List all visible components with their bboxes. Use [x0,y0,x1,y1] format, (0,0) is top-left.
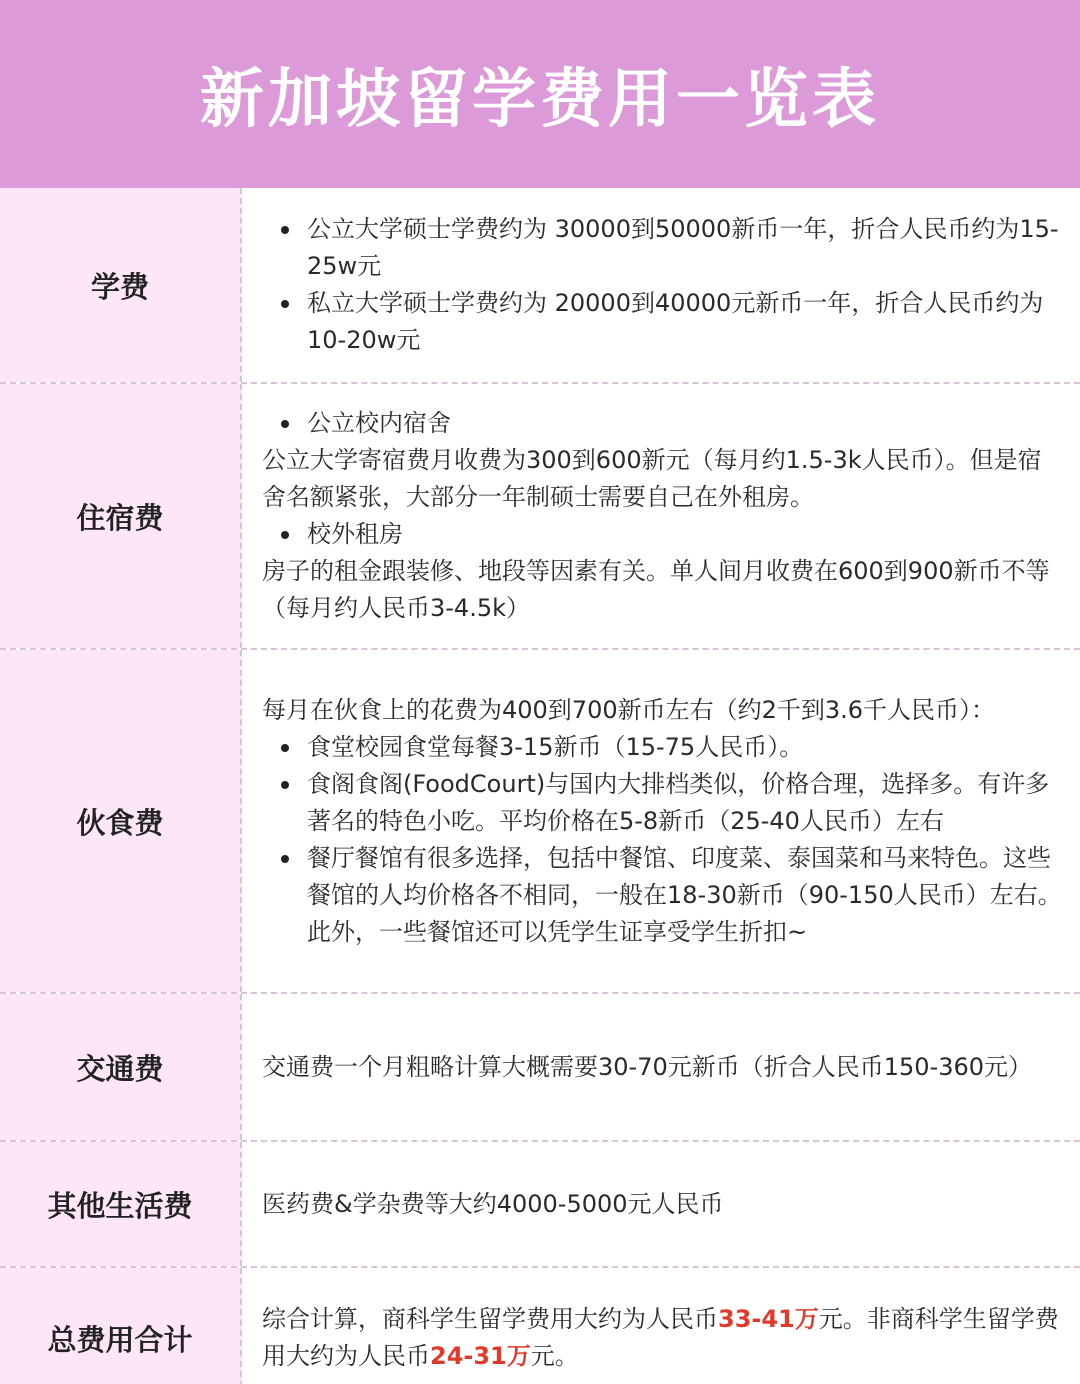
list-item: 食阁食阁(FoodCourt)与国内大排档类似，价格合理，选择多。有许多著名的特色小吃。平均价格在5-8新币（25-40人民币）左右 [262,766,1064,840]
list-item: 私立大学硕士学费约为 20000到40000元新币一年，折合人民币约为10-20w元 [262,285,1064,359]
paragraph: 医药费&学杂费等大约4000-5000元人民币 [262,1189,724,1218]
list-item: 校外租房 [262,516,1064,553]
row-label-transport: 交通费 [0,994,242,1140]
row-tuition [0,188,1080,384]
list-item: 食堂校园食堂每餐3-15新币（15-75人民币）。 [262,729,1064,766]
row-content-other [262,1142,1064,1266]
row-total [0,1268,1080,1384]
highlight-business-total: 33-41万 [718,1305,819,1333]
page-title: 新加坡留学费用一览表 [200,63,880,137]
list-item: 公立大学硕士学费约为 30000到50000新币一年，折合人民币约为15-25w元 [262,211,1064,285]
row-label-tuition: 学费 [0,188,242,382]
row-content-tuition [262,188,1064,382]
highlight-nonbusiness-total: 24-31万 [430,1342,531,1370]
row-food [0,650,1080,994]
total-text: 综合计算，商科学生留学费用大约为人民币 [262,1305,718,1333]
row-transport [0,994,1080,1142]
list-item: 公立校内宿舍 [262,405,1064,442]
row-content-housing [262,384,1064,648]
row-content-transport [262,994,1064,1140]
row-label-housing: 住宿费 [0,384,242,648]
fee-table [0,188,1080,1384]
header-banner [0,0,1080,188]
list-item: 餐厅餐馆有很多选择，包括中餐馆、印度菜、泰国菜和马来特色。这些餐馆的人均价格各不相同，一般在18-30新币（90-150人民币）左右。此外，一些餐馆还可以凭学生证享受学生折扣~ [262,840,1064,951]
paragraph: 每月在伙食上的花费为400到700新币左右（约2千到3.6千人民币）： [262,695,996,724]
row-content-food [262,650,1064,992]
row-label-total: 总费用合计 [0,1268,242,1384]
row-other [0,1142,1080,1268]
total-text: 元。非商科学生留学费用大约为人民币 [262,1305,1059,1370]
total-text: 元。 [530,1342,579,1370]
row-housing [0,384,1080,650]
paragraph: 公立大学寄宿费月收费为300到600新元（每月约1.5-3k人民币）。但是宿舍名额紧张，大部分一年制硕士需要自己在外租房。 [262,446,1042,511]
paragraph: 交通费一个月粗略计算大概需要30-70元新币（折合人民币150-360元） [262,1052,1033,1081]
row-label-food: 伙食费 [0,650,242,992]
paragraph [262,1301,1064,1375]
row-content-total [262,1268,1064,1384]
paragraph: 房子的租金跟装修、地段等因素有关。单人间月收费在600到900新币不等（每月约人民币3-4.5k） [262,557,1050,622]
row-label-other: 其他生活费 [0,1142,242,1266]
